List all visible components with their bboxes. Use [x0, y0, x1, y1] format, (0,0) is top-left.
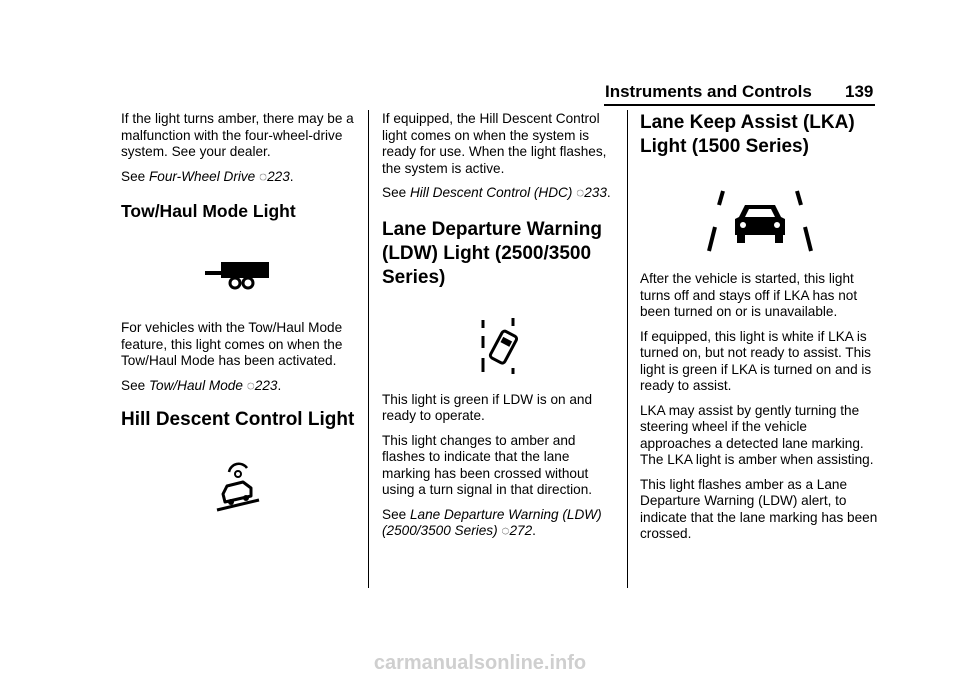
lka-text-3: LKA may assist by gently turning the steering wheel if the vehicle approaches a detected lane marking. The LKA light is amber when assisting. [640, 402, 874, 467]
ldw-text-1: This light is green if LDW is on and ready to operate. [382, 391, 593, 423]
see-prefix: See [382, 185, 407, 200]
column-divider-1 [368, 110, 369, 588]
see-prefix: See [382, 506, 407, 522]
column-2 [382, 111, 616, 550]
hdc-heading: Hill Descent Control Light [121, 409, 355, 430]
column-3 [640, 111, 880, 551]
lka-heading: Lane Keep Assist (LKA) Light (1500 Series) [640, 112, 855, 157]
hdc-text: If equipped, the Hill Descent Control light comes on when the system is ready for use. When the light flashes, the system is active. [382, 111, 607, 176]
xref-tow-haul-mode[interactable]: Tow/Haul Mode [148, 377, 243, 393]
header-title: Instruments and Controls [605, 82, 812, 101]
lane-departure-icon [382, 300, 616, 392]
see-reference-ldw: See Lane Departure Warning (LDW) (2500/3500 Series) ◌272. [382, 506, 602, 538]
towhaul-text: For vehicles with the Tow/Haul Mode feature, this light comes on when the Tow/Haul Mode has been activated. [121, 320, 343, 368]
column-1 [121, 111, 355, 526]
page-number: 139 [845, 82, 874, 101]
see-reference-towhaul: See Tow/Haul Mode ◌223. [121, 377, 282, 393]
ldw-heading: Lane Departure Warning (LDW) Light (2500/3500 Series) [382, 218, 602, 288]
lka-text-1: After the vehicle is started, this light turns off and stays off if LKA has not been turned on or is unavailable. [640, 271, 858, 319]
page-ref-icon: ◌ [246, 377, 255, 393]
intro-text: If the light turns amber, there may be a malfunction with the four-wheel-drive system. See your dealer. [121, 111, 354, 159]
see-reference-hdc: See Hill Descent Control (HDC) ◌233. [382, 185, 611, 200]
page-ref-icon: ◌ [576, 185, 585, 200]
see-prefix: See [121, 377, 146, 393]
trailer-icon [121, 232, 355, 320]
ldw-text-2: This light changes to amber and flashes to indicate that the lane marking has been crossed without using a turn signal in that direction. [382, 432, 593, 497]
page-ref-icon: ◌ [501, 523, 510, 538]
hill-descent-icon [121, 448, 355, 526]
towhaul-heading: Tow/Haul Mode Light [121, 201, 296, 221]
watermark: carmanualsonline.info [373, 652, 587, 674]
see-prefix: See [121, 168, 146, 184]
page-ref-icon: ◌ [259, 168, 268, 184]
xref-four-wheel-drive[interactable]: Four-Wheel Drive [148, 168, 256, 184]
lka-text-4: This light flashes amber as a Lane Departure Warning (LDW) alert, to indicate that the lane marking has been crossed. [640, 476, 878, 541]
lane-keep-assist-icon [640, 171, 880, 271]
column-divider-2 [627, 110, 628, 588]
xref-lane-departure-warning[interactable]: Lane Departure Warning (LDW) (2500/3500 Series) [382, 506, 602, 538]
xref-page[interactable]: 223 [254, 377, 278, 393]
xref-page[interactable]: 272 [509, 523, 533, 538]
xref-hill-descent-control[interactable]: Hill Descent Control (HDC) [409, 185, 573, 200]
lka-text-2: If equipped, this light is white if LKA is turned on, but not ready to assist. This light is green if LKA is turned on and is ready to assist. [640, 328, 872, 393]
see-reference-4wd: See Four-Wheel Drive ◌223. [121, 168, 294, 184]
xref-page[interactable]: 223 [267, 168, 290, 184]
header-rule [604, 104, 875, 106]
xref-page[interactable]: 233 [584, 185, 607, 200]
